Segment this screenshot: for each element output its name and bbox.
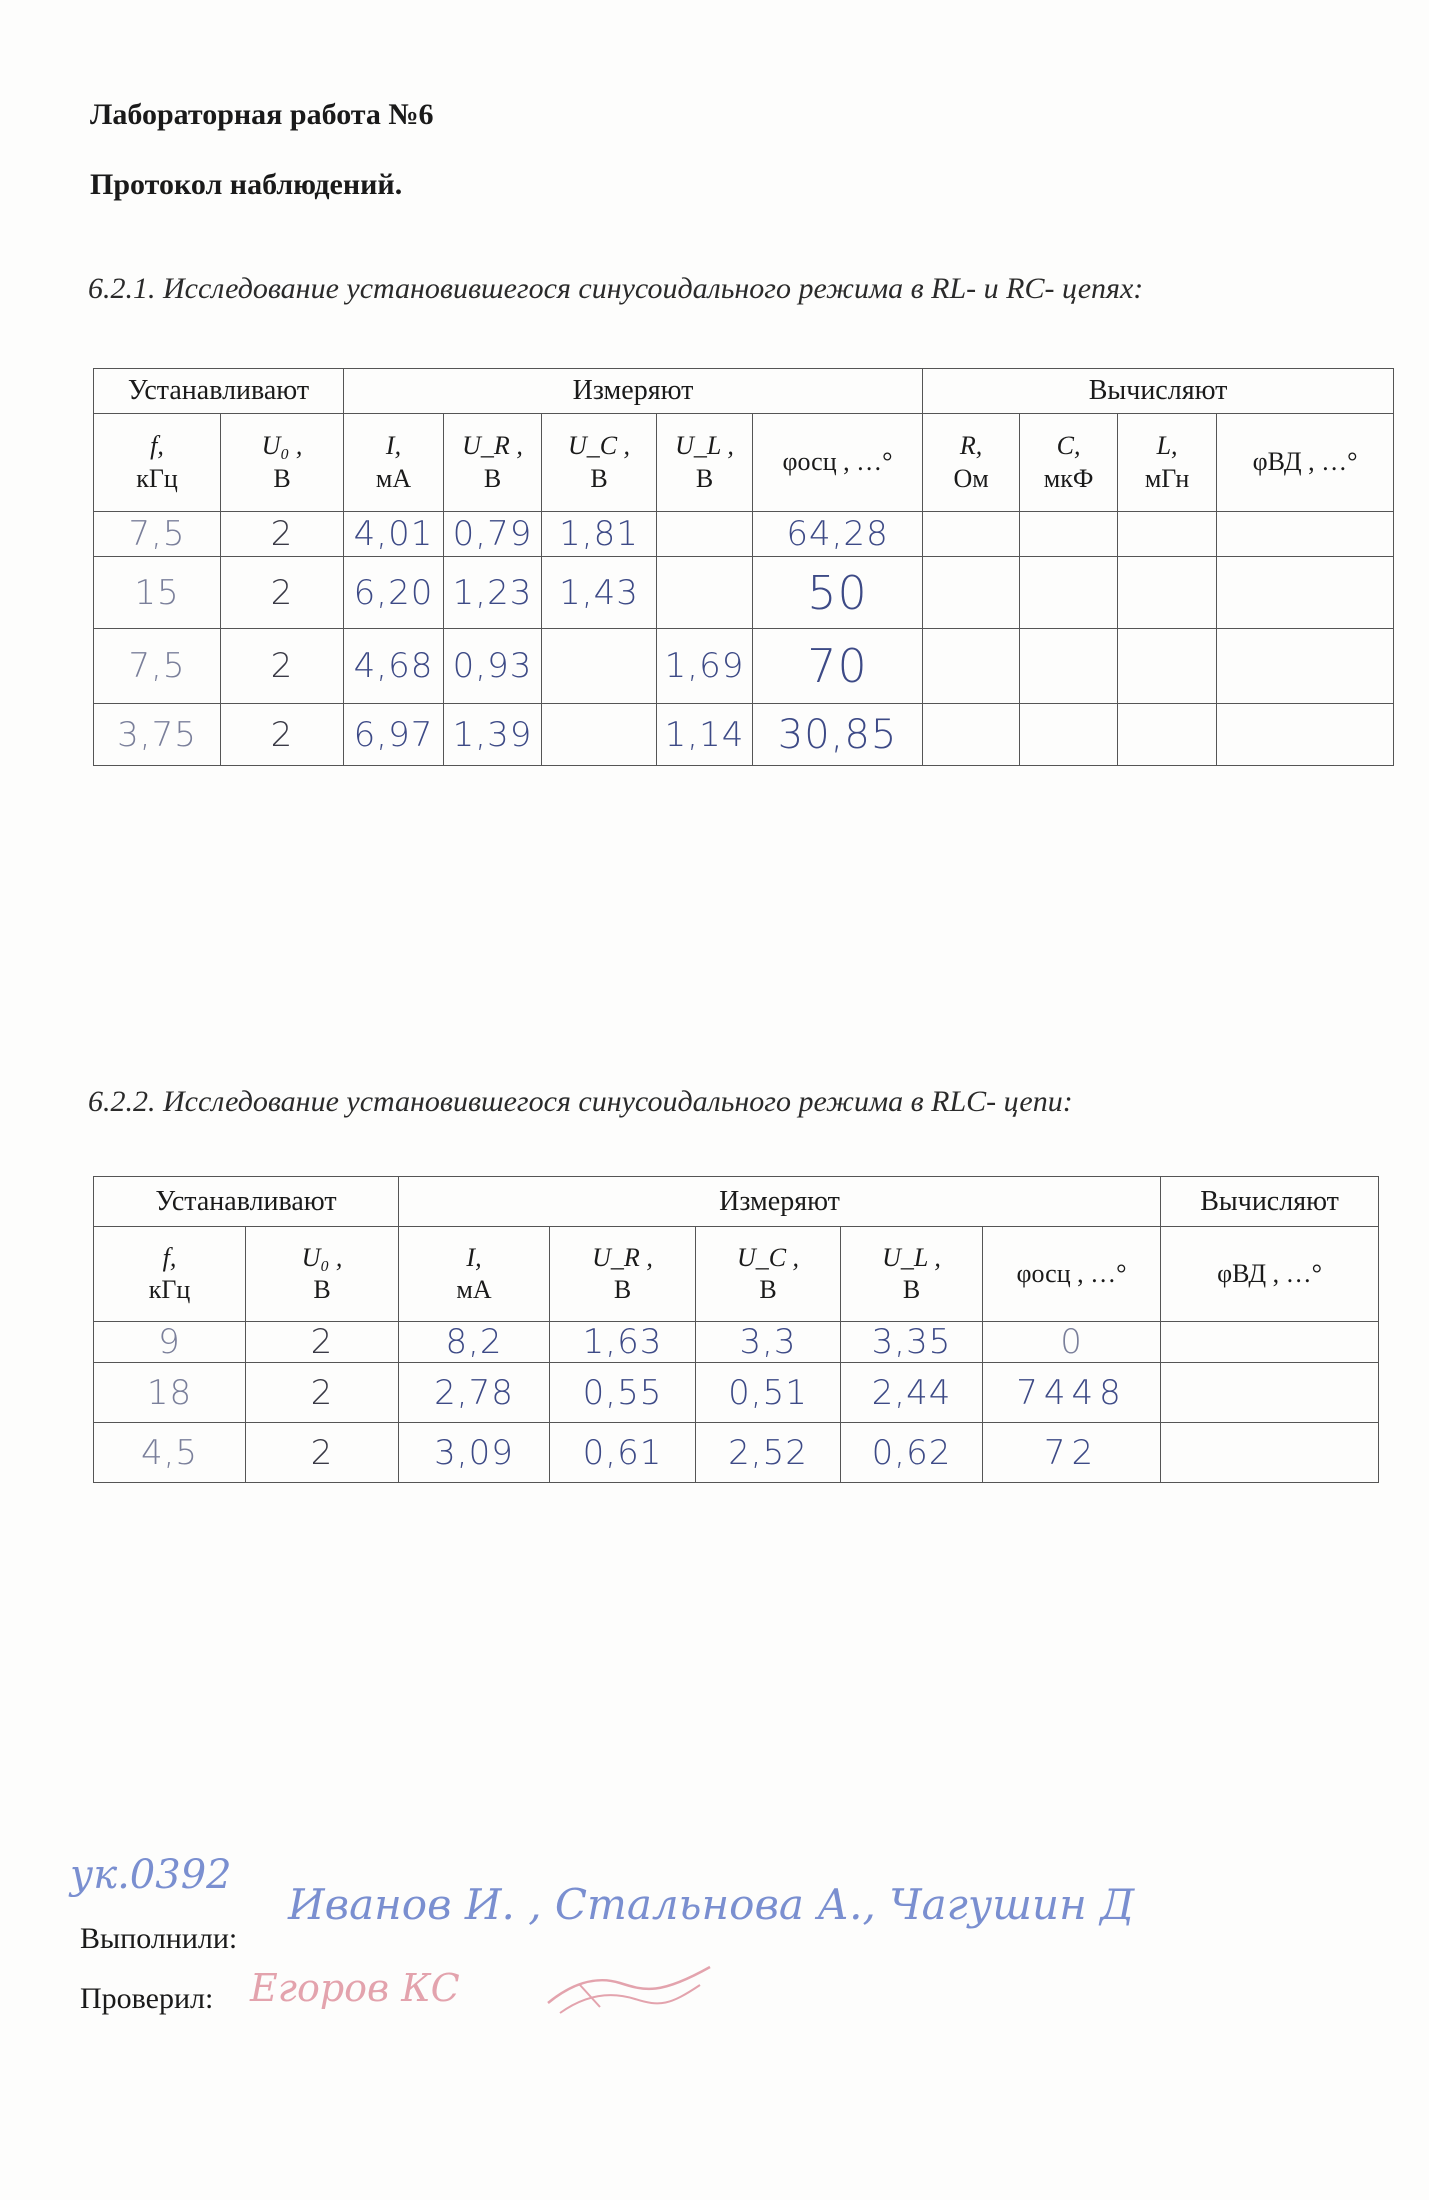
- cell-value: 1,81: [542, 512, 657, 557]
- cell-value: [1161, 1363, 1379, 1423]
- cell-value: 30,85: [753, 704, 923, 766]
- group-code: ук.0392: [70, 1852, 232, 1898]
- cell-value: [657, 512, 753, 557]
- page-subtitle: Протокол наблюдений.: [90, 168, 403, 201]
- col-header-phi-osc: φосц , …°: [983, 1227, 1161, 1322]
- cell-value: 1,69: [657, 629, 753, 704]
- cell-value: [1161, 1423, 1379, 1483]
- cell-value: [1020, 629, 1118, 704]
- group-header-compute: Вычисляют: [923, 369, 1394, 414]
- col-header-phi-osc: φосц , …°: [753, 414, 923, 512]
- cell-value: 3,75: [94, 704, 221, 766]
- cell-value: 0,55: [550, 1363, 696, 1423]
- cell-value: 2,44: [841, 1363, 983, 1423]
- cell-value: 1,63: [550, 1322, 696, 1363]
- cell-value: 0,79: [444, 512, 542, 557]
- cell-value: 2,52: [696, 1423, 841, 1483]
- signature-mark: [540, 1955, 720, 2025]
- cell-value: 0,62: [841, 1423, 983, 1483]
- table-row: [94, 1363, 1379, 1423]
- cell-value: [1217, 557, 1394, 629]
- cell-value: 70: [753, 629, 923, 704]
- cell-value: 18: [94, 1363, 246, 1423]
- performed-names: Иванов И. , Стальнова А., Чагушин Д: [288, 1880, 1135, 1929]
- cell-value: 1,23: [444, 557, 542, 629]
- col-header-phi-vd: φВД , …°: [1217, 414, 1394, 512]
- cell-value: [1118, 512, 1217, 557]
- table-rlc: [93, 1176, 1379, 1483]
- cell-value: [1217, 704, 1394, 766]
- cell-value: 1,39: [444, 704, 542, 766]
- col-header-i: I, мА: [399, 1227, 550, 1322]
- col-header-ul: U_L , В: [841, 1227, 983, 1322]
- col-header-ur: U_R , В: [550, 1227, 696, 1322]
- cell-value: 4,01: [344, 512, 444, 557]
- cell-value: 6,20: [344, 557, 444, 629]
- cell-value: 3,35: [841, 1322, 983, 1363]
- col-header-uc: U_C , В: [696, 1227, 841, 1322]
- cell-value: 0,93: [444, 629, 542, 704]
- cell-value: 2: [246, 1322, 399, 1363]
- col-header-ur: U_R , В: [444, 414, 542, 512]
- cell-value: [923, 704, 1020, 766]
- cell-value: [1020, 512, 1118, 557]
- cell-value: 72: [983, 1423, 1161, 1483]
- cell-value: 1,43: [542, 557, 657, 629]
- col-header-phi-vd: φВД , …°: [1161, 1227, 1379, 1322]
- col-header-f: f, кГц: [94, 1227, 246, 1322]
- col-header-c: C, мкФ: [1020, 414, 1118, 512]
- cell-value: 64,28: [753, 512, 923, 557]
- page-title: Лабораторная работа №6: [90, 98, 434, 131]
- col-header-u0: U₀ , В: [221, 414, 344, 512]
- cell-value: 50: [753, 557, 923, 629]
- col-header-r: R, Ом: [923, 414, 1020, 512]
- cell-value: [1020, 704, 1118, 766]
- cell-value: [542, 629, 657, 704]
- cell-value: 1,14: [657, 704, 753, 766]
- cell-value: [1118, 704, 1217, 766]
- cell-value: 6,97: [344, 704, 444, 766]
- col-header-ul: U_L , В: [657, 414, 753, 512]
- table-row: [94, 557, 1394, 629]
- cell-value: 4,5: [94, 1423, 246, 1483]
- cell-value: 4,68: [344, 629, 444, 704]
- col-header-l: L, мГн: [1118, 414, 1217, 512]
- cell-value: 0,51: [696, 1363, 841, 1423]
- cell-value: [542, 704, 657, 766]
- cell-value: [1118, 557, 1217, 629]
- table-row: [94, 1322, 1379, 1363]
- section-1-title: 6.2.1. Исследование установившегося синусоидального режима в RL- и RC- цепях:: [88, 272, 1144, 305]
- group-header-measure: Измеряют: [399, 1177, 1161, 1227]
- table-row: [94, 512, 1394, 557]
- cell-value: [923, 629, 1020, 704]
- col-header-i: I, мА: [344, 414, 444, 512]
- cell-value: 0: [983, 1322, 1161, 1363]
- cell-value: 2: [221, 629, 344, 704]
- checked-label: Проверил:: [80, 1982, 214, 2015]
- cell-value: 7,5: [94, 512, 221, 557]
- cell-value: 2: [246, 1423, 399, 1483]
- cell-value: 3,09: [399, 1423, 550, 1483]
- cell-value: [923, 512, 1020, 557]
- cell-value: 7,5: [94, 629, 221, 704]
- table-rl-rc: [93, 368, 1394, 766]
- cell-value: 8,2: [399, 1322, 550, 1363]
- cell-value: [923, 557, 1020, 629]
- cell-value: 7448: [983, 1363, 1161, 1423]
- section-2-title: 6.2.2. Исследование установившегося синусоидального режима в RLC- цепи:: [88, 1085, 1073, 1118]
- cell-value: 9: [94, 1322, 246, 1363]
- cell-value: 0,61: [550, 1423, 696, 1483]
- cell-value: 2: [221, 704, 344, 766]
- col-header-u0: U₀ , В: [246, 1227, 399, 1322]
- column-header-row: [94, 414, 1394, 512]
- cell-value: [1217, 629, 1394, 704]
- cell-value: 3,3: [696, 1322, 841, 1363]
- cell-value: [1217, 512, 1394, 557]
- cell-value: 2: [246, 1363, 399, 1423]
- cell-value: [1161, 1322, 1379, 1363]
- table-row: [94, 704, 1394, 766]
- cell-value: 15: [94, 557, 221, 629]
- table-row: [94, 1423, 1379, 1483]
- performed-label: Выполнили:: [80, 1922, 238, 1955]
- column-header-row: [94, 1227, 1379, 1322]
- cell-value: [657, 557, 753, 629]
- cell-value: 2: [221, 512, 344, 557]
- cell-value: [1118, 629, 1217, 704]
- group-header-measure: Измеряют: [344, 369, 923, 414]
- col-header-uc: U_C , В: [542, 414, 657, 512]
- table-row: [94, 629, 1394, 704]
- group-header-set: Устанавливают: [94, 1177, 399, 1227]
- col-header-f: f, кГц: [94, 414, 221, 512]
- cell-value: [1020, 557, 1118, 629]
- group-header-set: Устанавливают: [94, 369, 344, 414]
- group-header-compute: Вычисляют: [1161, 1177, 1379, 1227]
- cell-value: 2,78: [399, 1363, 550, 1423]
- checker-name: Егоров КС: [250, 1966, 460, 2010]
- cell-value: 2: [221, 557, 344, 629]
